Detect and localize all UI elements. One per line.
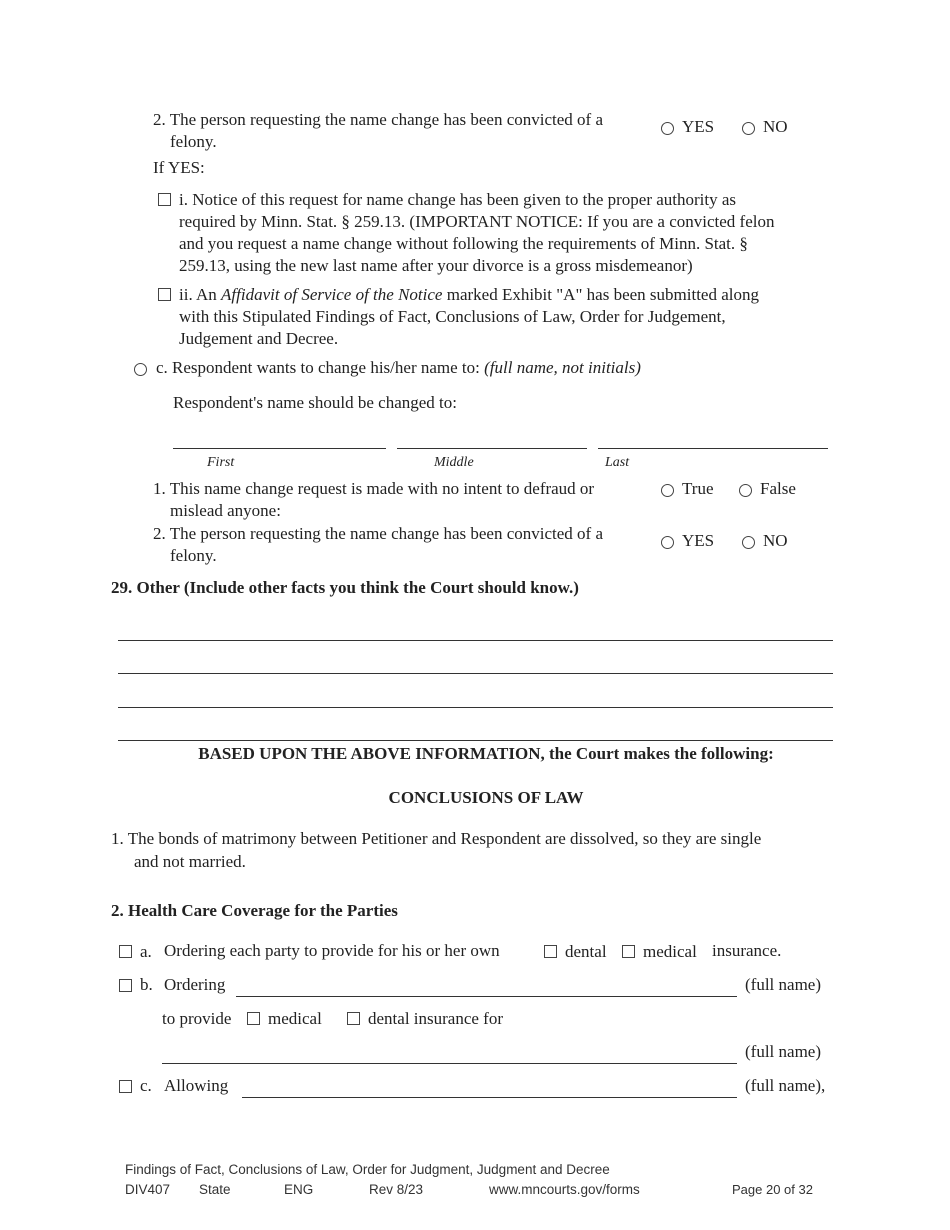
health-a-letter: a.	[140, 942, 152, 961]
respondent-change-radio[interactable]	[134, 363, 147, 376]
health-c-checkbox[interactable]	[119, 1080, 132, 1093]
health-care-heading: 2. Health Care Coverage for the Parties	[111, 901, 398, 920]
health-b-letter: b.	[140, 975, 153, 994]
respondent-should-be-label: Respondent's name should be changed to:	[173, 393, 457, 412]
health-b-name-field[interactable]	[236, 996, 737, 997]
health-a-dental-label: dental	[565, 942, 607, 961]
conclusion-1-line-2: and not married.	[134, 852, 246, 871]
defraud-question-cont: mislead anyone:	[170, 501, 281, 520]
footer-url[interactable]: www.mncourts.gov/forms	[489, 1182, 640, 1197]
affidavit-text-2: with this Stipulated Findings of Fact, Conclusions of Law, Order for Judgement,	[179, 307, 726, 326]
health-a-medical-checkbox[interactable]	[622, 945, 635, 958]
felony-question-b: 2. The person requesting the name change has been convicted of a	[153, 110, 604, 129]
other-heading: 29. Other (Include other facts you think the Court should know.)	[111, 578, 579, 597]
respondent-last-name-field[interactable]	[598, 448, 828, 449]
affidavit-text-1: ii. An Affidavit of Service of the Notice marked Exhibit "A" has been submitted along	[179, 285, 759, 304]
health-a-medical-label: medical	[643, 942, 697, 961]
health-a-insurance-label: insurance.	[712, 941, 782, 960]
defraud-question: 1. This name change request is made with no intent to defraud or	[153, 479, 595, 498]
health-b-medical-checkbox[interactable]	[247, 1012, 260, 1025]
middle-caption: Middle	[434, 455, 474, 470]
other-line-3[interactable]	[118, 707, 833, 708]
based-upon-heading: BASED UPON THE ABOVE INFORMATION, the Court makes the following:	[198, 744, 774, 763]
health-c-name-field[interactable]	[242, 1097, 737, 1098]
health-a-checkbox[interactable]	[119, 945, 132, 958]
other-line-2[interactable]	[118, 673, 833, 674]
footer-form-id: DIV407	[125, 1182, 171, 1197]
health-b-dental-label: dental insurance for	[368, 1009, 503, 1028]
respondent-first-name-field[interactable]	[173, 448, 386, 449]
footer-state: State	[199, 1182, 231, 1197]
defraud-true-radio[interactable]	[661, 484, 674, 497]
defraud-true-label: True	[682, 479, 714, 498]
felony-b-no-radio[interactable]	[742, 122, 755, 135]
felony-b-no-label: NO	[763, 117, 788, 136]
footer-lang: ENG	[284, 1182, 314, 1197]
notice-given-text-3: and you request a name change without following the requirements of Minn. Stat. §	[179, 234, 748, 253]
felony-question-c-cont: felony.	[170, 546, 217, 565]
notice-given-text-2: required by Minn. Stat. § 259.13. (IMPORTANT NOTICE: If you are a convicted felon	[179, 212, 775, 231]
footer-rev: Rev 8/23	[369, 1182, 424, 1197]
health-b-recipient-field[interactable]	[162, 1063, 737, 1064]
conclusions-title: CONCLUSIONS OF LAW	[388, 788, 584, 807]
notice-given-text-4: 259.13, using the new last name after your divorce is a gross misdemeanor)	[179, 256, 693, 275]
felony-c-yes-radio[interactable]	[661, 536, 674, 549]
affidavit-text-3: Judgement and Decree.	[179, 329, 339, 348]
other-line-1[interactable]	[118, 640, 833, 641]
health-b-text: Ordering	[164, 975, 226, 994]
first-caption: First	[207, 455, 235, 470]
to-provide-label: to provide	[162, 1009, 232, 1028]
health-a-dental-checkbox[interactable]	[544, 945, 557, 958]
respondent-change-label: c. Respondent wants to change his/her name to: (full name, not initials)	[156, 358, 641, 377]
health-b-medical-label: medical	[268, 1009, 322, 1028]
last-caption: Last	[605, 455, 630, 470]
affidavit-checkbox[interactable]	[158, 288, 171, 301]
health-b-full-name-label-2: (full name)	[745, 1042, 821, 1061]
if-yes-label: If YES:	[153, 158, 205, 177]
felony-question-c: 2. The person requesting the name change has been convicted of a	[153, 524, 604, 543]
felony-b-yes-radio[interactable]	[661, 122, 674, 135]
footer-page-number: Page 20 of 32	[732, 1182, 813, 1197]
health-b-dental-checkbox[interactable]	[347, 1012, 360, 1025]
felony-c-no-label: NO	[763, 531, 788, 550]
health-c-text: Allowing	[164, 1076, 229, 1095]
health-a-text: Ordering each party to provide for his or her own	[164, 941, 500, 960]
conclusion-1-line-1: 1. The bonds of matrimony between Petitioner and Respondent are dissolved, so they are single	[111, 829, 762, 848]
felony-c-no-radio[interactable]	[742, 536, 755, 549]
defraud-false-label: False	[760, 479, 796, 498]
notice-given-text-1: i. Notice of this request for name change has been given to the proper authority as	[179, 190, 737, 209]
felony-question-b-cont: felony.	[170, 132, 217, 151]
defraud-false-radio[interactable]	[739, 484, 752, 497]
health-b-full-name-label: (full name)	[745, 975, 821, 994]
health-c-full-name-label: (full name),	[745, 1076, 826, 1095]
health-c-letter: c.	[140, 1076, 152, 1095]
felony-b-yes-label: YES	[682, 117, 715, 136]
other-line-4[interactable]	[118, 740, 833, 741]
health-b-checkbox[interactable]	[119, 979, 132, 992]
notice-given-checkbox[interactable]	[158, 193, 171, 206]
felony-c-yes-label: YES	[682, 531, 715, 550]
footer-title: Findings of Fact, Conclusions of Law, Order for Judgment, Judgment and Decree	[125, 1162, 610, 1177]
respondent-middle-name-field[interactable]	[397, 448, 587, 449]
